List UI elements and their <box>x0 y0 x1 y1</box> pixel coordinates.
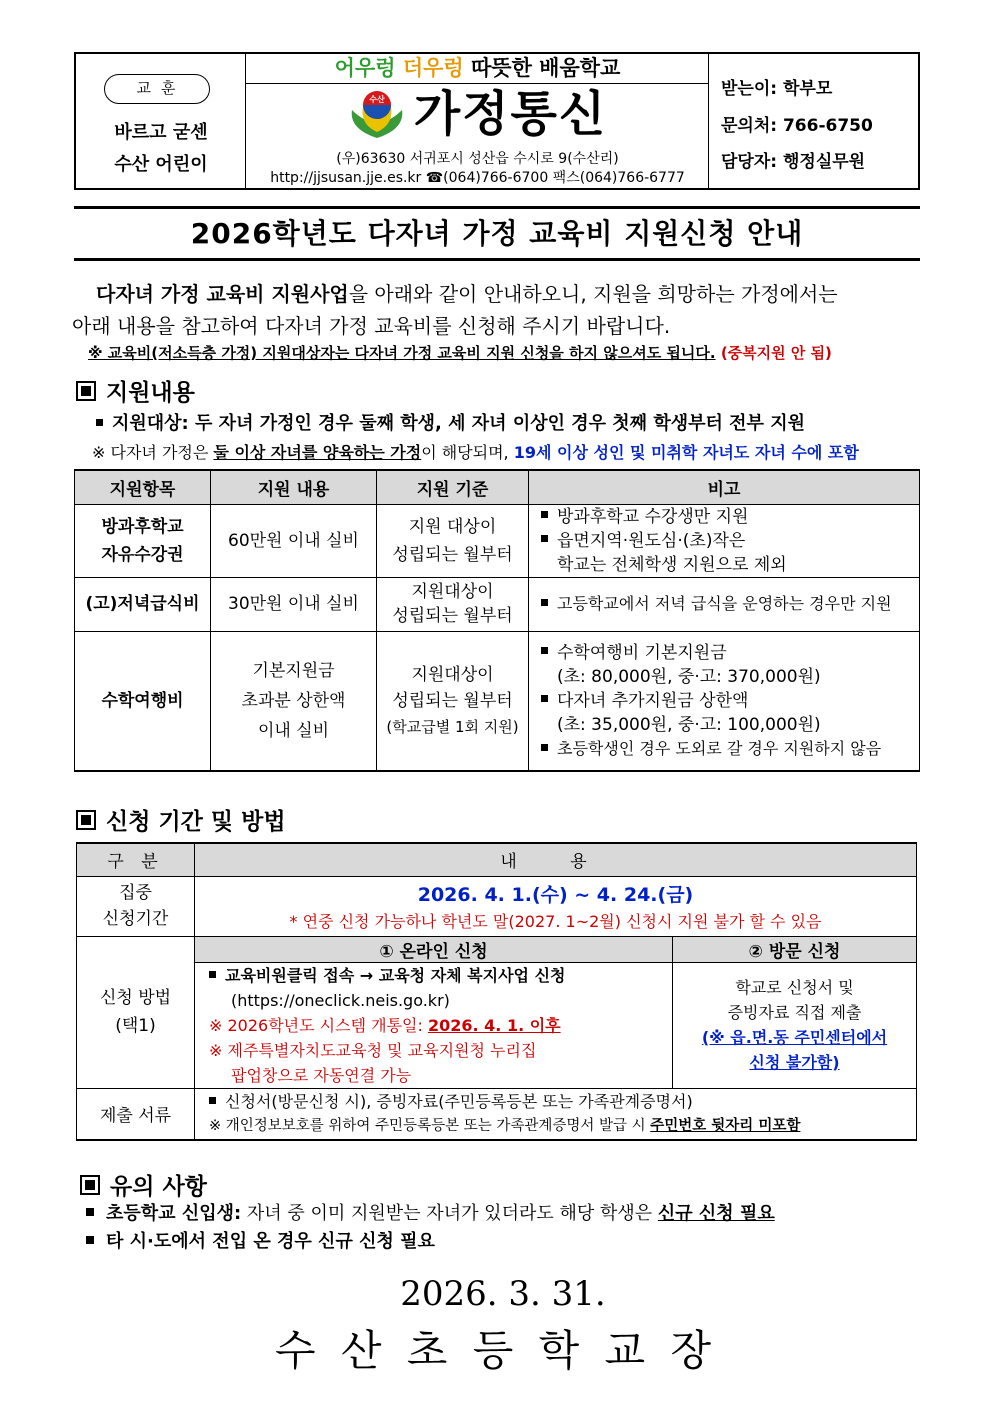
table-row-docs <box>77 1088 917 1140</box>
intro-line-1 <box>96 278 838 307</box>
row-note: 학교는 전체학생 지원으로 제외 <box>557 554 787 575</box>
row-note: 고등학교에서 저녁 급식을 운영하는 경우만 지원 <box>557 594 892 613</box>
method-subheader-row <box>77 936 917 962</box>
table-header-row <box>77 843 917 876</box>
visit-line: 학교로 신청서 및 <box>735 978 854 997</box>
bullet-icon <box>541 599 548 606</box>
col-header-category: 구 분 <box>77 843 195 876</box>
school-contact-line: http://jjsusan.jje.es.kr ☎(064)766-6700 팩스(064)766-6777 <box>270 170 685 186</box>
row-criteria: 성립되는 월부터 <box>392 544 513 565</box>
section-support-content <box>76 374 195 407</box>
table-row <box>75 504 920 577</box>
title-panel <box>246 54 709 188</box>
bullet-icon <box>541 744 548 751</box>
motto-panel <box>76 54 246 188</box>
table-row-period <box>77 876 917 936</box>
school-address: (우)63630 서귀포시 성산읍 수시로 9(수산리) <box>336 151 619 167</box>
section-title: 신청 기간 및 방법 <box>106 809 286 835</box>
letterhead <box>74 52 920 190</box>
row-note: 읍면지역·원도심·(초)작은 <box>557 530 746 551</box>
intro-note-text: ※ 교육비(저소득층 가정) 지원대상자는 다자녀 가정 교육비 지원 신청을 하지 않으셔도 됩니다. <box>88 344 716 362</box>
table-header-row <box>75 470 920 504</box>
row-note: 수학여행비 기본지원금 <box>557 642 727 663</box>
row-note: 방과후학교 수강생만 지원 <box>557 506 749 527</box>
row-item: 수학여행비 <box>101 690 184 711</box>
bullet-icon <box>209 1097 216 1104</box>
document-title: 2026학년도 다자녀 가정 교육비 지원신청 안내 <box>190 217 804 250</box>
section-notes <box>80 1168 207 1201</box>
row-content: 30만원 이내 실비 <box>228 594 359 614</box>
docs-note-underline: 주민번호 뒷자리 미포함 <box>650 1117 801 1134</box>
motto-line-2: 수산 어린이 <box>114 154 208 175</box>
bullet-icon <box>86 1236 94 1244</box>
row-criteria: 지원대상이 <box>411 664 494 685</box>
row-note: 초등학생인 경우 도외로 갈 경우 지원하지 않음 <box>557 738 882 758</box>
intro-rest: 을 아래와 같이 안내하오니, 지원을 희망하는 가정에서는 <box>348 282 838 306</box>
online-header: ① 온라인 신청 <box>195 936 673 962</box>
notice-text: 타 시·도에서 전입 온 경우 신규 신청 필요 <box>106 1231 435 1252</box>
motto-label: 교훈 <box>104 74 210 104</box>
col-header-item: 지원항목 <box>75 470 211 504</box>
row-content: 이내 실비 <box>257 720 330 741</box>
row-item: (고)저녁급식비 <box>85 594 200 614</box>
bullet-icon <box>209 971 216 978</box>
row-note: (초: 35,000원, 중·고: 100,000원) <box>557 714 821 735</box>
motto-line-1: 바르고 굳센 <box>114 122 208 143</box>
note-blue: 19세 이상 성인 및 미취학 자녀도 자녀 수에 포함 <box>513 443 859 462</box>
support-note <box>92 440 859 463</box>
section-square-icon <box>80 1175 100 1195</box>
section-square-icon <box>76 381 96 401</box>
slogan-part-2: 더우렁 <box>402 56 464 80</box>
manager-line: 담당자: 행정실무원 <box>721 152 866 172</box>
issue-date: 2026. 3. 31. <box>400 1274 606 1314</box>
info-panel <box>709 54 918 188</box>
slogan-part-3: 따뜻한 배움학교 <box>471 56 621 80</box>
online-url: (https://oneclick.neis.go.kr) <box>231 990 450 1010</box>
target-label: 지원대상: <box>112 413 189 434</box>
recipient-line: 받는이: 학부모 <box>721 79 833 99</box>
online-step: 교육비원클릭 접속 → 교육청 자체 복지사업 신청 <box>225 965 566 985</box>
online-note-2: ※ 제주특별자치도교육청 및 교육지원청 누리집 <box>209 1040 537 1060</box>
school-logo-icon <box>348 88 406 140</box>
col-header-content: 내 용 <box>195 843 917 876</box>
bullet-icon <box>86 1208 94 1216</box>
row-note: (초: 80,000원, 중·고: 370,000원) <box>557 666 821 687</box>
title-divider-top <box>74 206 920 209</box>
note-underline: 둘 이상 자녀를 양육하는 가정 <box>213 443 422 462</box>
section-square-icon <box>76 810 96 830</box>
intro-note <box>88 342 832 363</box>
period-label: 신청기간 <box>102 909 169 929</box>
school-slogan <box>246 54 709 84</box>
period-label: 집중 <box>119 883 152 903</box>
intro-note-red: (중복지원 안 됨) <box>720 344 832 362</box>
slogan-part-1: 어우렁 <box>334 56 396 80</box>
bullet-icon <box>96 419 103 426</box>
table-row <box>75 631 920 771</box>
visit-header: ② 방문 신청 <box>673 936 917 962</box>
section-title: 지원내용 <box>106 380 195 406</box>
row-criteria: 지원 대상이 <box>408 516 497 537</box>
support-table <box>74 469 920 772</box>
table-row-method <box>77 962 917 1088</box>
note-mid: 이 해당되며, <box>421 443 509 462</box>
method-label: (택1) <box>115 1016 156 1036</box>
section-title: 유의 사항 <box>110 1174 207 1200</box>
row-criteria: 성립되는 월부터 <box>392 606 513 626</box>
online-note-3: 팝업창으로 자동연결 가능 <box>231 1065 412 1085</box>
online-open-date: 2026. 4. 1. 이후 <box>427 1015 561 1035</box>
contact-line: 문의처: 766-6750 <box>721 116 873 136</box>
row-criteria: 지원대상이 <box>411 582 494 602</box>
row-note: 다자녀 추가지원금 상한액 <box>557 690 749 711</box>
period-note: * 연중 신청 가능하나 학년도 말(2027. 1~2월) 신청시 지원 불가 할 수 있음 <box>289 912 822 931</box>
bullet-icon <box>541 647 548 654</box>
logo-text: 수산 <box>369 95 385 104</box>
support-target <box>96 409 805 435</box>
row-content: 기본지원금 <box>252 660 335 681</box>
table-row <box>75 577 920 631</box>
target-text: 두 자녀 가정인 경우 둘째 학생, 세 자녀 이상인 경우 첫째 학생부터 전부 지원 <box>195 413 805 434</box>
section-application <box>76 803 286 836</box>
method-label: 신청 방법 <box>99 988 172 1008</box>
online-note-pre: ※ 2026학년도 시스템 개통일: <box>209 1015 423 1035</box>
intro-bold: 다자녀 가정 교육비 지원사업 <box>96 282 349 306</box>
row-content: 60만원 이내 실비 <box>228 530 359 551</box>
col-header-criteria: 지원 기준 <box>377 470 529 504</box>
row-content: 초과분 상한액 <box>241 690 346 711</box>
row-item: 자유수강권 <box>101 544 184 565</box>
intro-line-2: 아래 내용을 참고하여 다자녀 가정 교육비를 신청해 주시기 바랍니다. <box>72 314 671 338</box>
application-table <box>76 842 917 1141</box>
note-pre: ※ 다자녀 가정은 <box>92 443 209 462</box>
notice-item-2 <box>86 1227 435 1253</box>
notice-item-1 <box>86 1199 775 1225</box>
docs-note: ※ 개인정보보호를 위하여 주민등록등본 또는 가족관계증명서 발급 시 <box>209 1117 646 1134</box>
docs-label: 제출 서류 <box>77 1088 195 1140</box>
notice-underline: 신규 신청 필요 <box>657 1203 775 1224</box>
notice-text: 자녀 중 이미 지원받는 자녀가 있더라도 해당 학생은 <box>246 1203 653 1224</box>
bullet-icon <box>541 535 548 542</box>
col-header-notes: 비고 <box>529 470 920 504</box>
bullet-icon <box>541 695 548 702</box>
newsletter-title: 가정통신 <box>413 86 608 142</box>
docs-line: 신청서(방문신청 시), 증빙자료(주민등록등본 또는 가족관계증명서) <box>225 1091 693 1111</box>
row-item: 방과후학교 <box>101 516 184 537</box>
period-date: 2026. 4. 1.(수) ~ 4. 24.(금) <box>417 884 694 906</box>
visit-note: 신청 불가함) <box>749 1053 840 1072</box>
principal-signature: 수 산 초 등 학 교 장 <box>274 1326 718 1375</box>
row-criteria: 성립되는 월부터 <box>392 690 513 711</box>
row-criteria: (학교급별 1회 지원) <box>386 717 519 736</box>
visit-line: 증빙자료 직접 제출 <box>727 1003 862 1022</box>
col-header-content: 지원 내용 <box>211 470 377 504</box>
notice-bold: 초등학교 신입생: <box>106 1203 242 1224</box>
title-divider-bottom <box>74 258 920 261</box>
bullet-icon <box>541 511 548 518</box>
visit-note: (※ 읍.면.동 주민센터에서 <box>701 1028 888 1047</box>
